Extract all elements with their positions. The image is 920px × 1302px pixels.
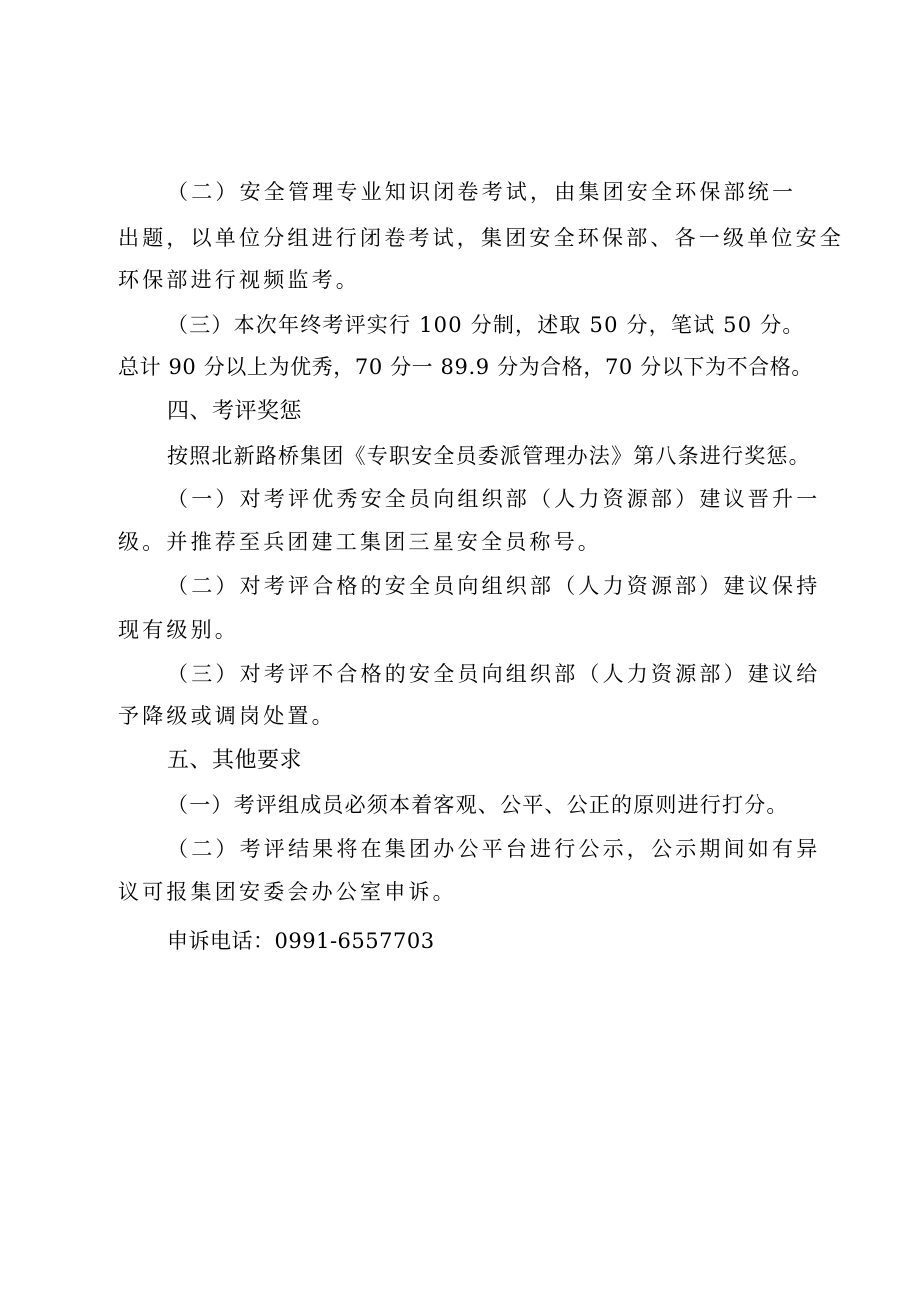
section-heading-other-requirements: 五、其他要求 (167, 748, 303, 773)
rewards-item-1-line-2: 级。并推荐至兵团建工集团三星安全员称号。 (118, 530, 602, 554)
section-heading-rewards: 四、考评奖惩 (167, 399, 303, 424)
paragraph-3-line-2: 总计 90 分以上为优秀，70 分一 89.9 分为合格，70 分以下为不合格。 (118, 355, 813, 379)
rewards-item-2-line-1: （二）对考评合格的安全员向组织部（人力资源部）建议保持 (167, 574, 821, 598)
rewards-item-3-line-2: 予降级或调岗处置。 (118, 704, 336, 728)
rewards-item-2-line-2: 现有级别。 (118, 618, 239, 642)
paragraph-2-line-1: （二）安全管理专业知识闭卷考试，由集团安全环保部统一 (167, 180, 797, 204)
paragraph-2-line-3: 环保部进行视频监考。 (118, 268, 360, 292)
requirements-item-2-line-1: （二）考评结果将在集团办公平台进行公示，公示期间如有异 (167, 837, 821, 861)
paragraph-3-line-1: （三）本次年终考评实行 100 分制，述取 50 分，笔试 50 分。 (167, 313, 805, 337)
paragraph-2-line-2: 出题，以单位分组进行闭卷考试，集团安全环保部、各一级单位安全 (118, 226, 844, 250)
rewards-intro: 按照北新路桥集团《专职安全员委派管理办法》第八条进行奖惩。 (167, 444, 811, 468)
requirements-item-2-line-2: 议可报集团安委会办公室申诉。 (118, 880, 457, 904)
appeal-phone: 申诉电话：0991-6557703 (167, 929, 435, 953)
requirements-item-1: （一）考评组成员必须本着客观、公平、公正的原则进行打分。 (167, 793, 789, 817)
rewards-item-1-line-1: （一）对考评优秀安全员向组织部（人力资源部）建议晋升一 (167, 487, 821, 511)
rewards-item-3-line-1: （三）对考评不合格的安全员向组织部（人力资源部）建议给 (167, 662, 821, 686)
